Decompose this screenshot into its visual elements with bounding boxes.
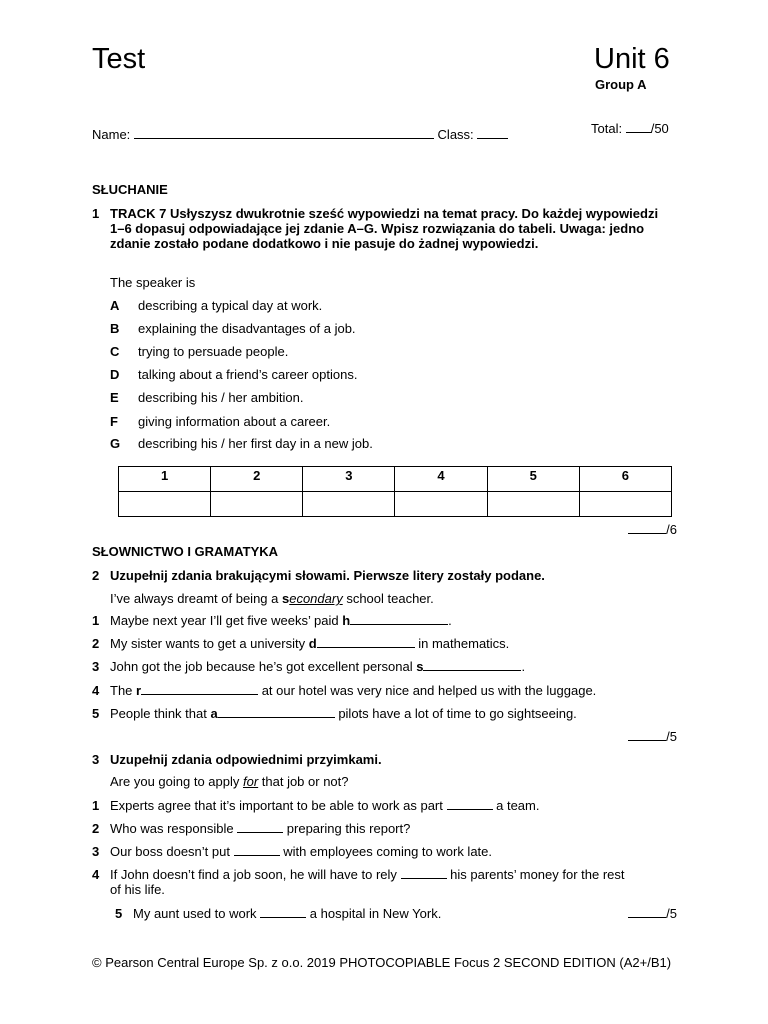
option-text: explaining the disadvantages of a job. <box>138 321 356 336</box>
answer-blank[interactable] <box>141 683 258 695</box>
answer-cell[interactable] <box>579 492 671 517</box>
option-letter: D <box>110 367 120 382</box>
score-field[interactable] <box>628 522 666 534</box>
first-letter: r <box>136 683 142 698</box>
class-label: Class: <box>437 127 474 142</box>
footer-copyright: © Pearson Central Europe Sp. z o.o. 2019 PHOTOCOPIABLE Focus 2 SECOND EDITION (A2+/B1) <box>92 955 672 970</box>
task-instruction: Uzupełnij zdania brakującymi słowami. Pierwsze litery zostały podane. <box>110 568 545 583</box>
group-label: Group A <box>595 77 647 92</box>
task-number: 1 <box>92 206 100 221</box>
answer-blank[interactable] <box>234 844 280 856</box>
item-sentence: People think that a pilots have a lot of time to go sightseeing. <box>110 706 577 721</box>
option-letter: B <box>110 321 120 336</box>
answer-blank[interactable] <box>423 659 521 671</box>
task-instruction: TRACK 7 Usłyszysz dwukrotnie sześć wypowiedzi na temat pracy. Do każdej wypowiedzi 1–6 dopasuj odpowiadające jej zdanie A–G. Wpisz rozwiązania do tabeli. Uwaga: jedno zdanie zostało podane dodatkowo i nie pasuje do żadnej wypowiedzi. <box>110 206 659 251</box>
first-letter: d <box>308 636 317 651</box>
item-number: 3 <box>92 659 100 674</box>
total-field[interactable] <box>626 121 651 133</box>
answer-blank[interactable] <box>237 821 283 833</box>
table-answer-row <box>119 492 672 517</box>
item-sentence: My aunt used to work a hospital in New York. <box>133 906 442 921</box>
score-max: /5 <box>666 906 677 921</box>
section-title-vocabulary: SŁOWNICTWO I GRAMATYKA <box>92 544 279 559</box>
table-header-cell: 1 <box>119 467 211 492</box>
example-sentence: Are you going to apply for that job or not? <box>110 774 349 789</box>
total-line <box>591 121 669 136</box>
name-label: Name: <box>92 127 131 142</box>
first-letter: s <box>416 659 424 674</box>
item-sentence: Who was responsible preparing this report? <box>110 821 411 836</box>
item-sentence-continuation: of his life. <box>110 882 165 897</box>
option-text: trying to persuade people. <box>138 344 289 359</box>
option-letter: G <box>110 436 121 451</box>
table-header-cell: 4 <box>395 467 487 492</box>
test-title: Test <box>92 43 146 75</box>
item-number: 4 <box>92 683 100 698</box>
unit-title: Unit 6 <box>594 43 670 75</box>
option-text: describing his / her ambition. <box>138 390 304 405</box>
score-field[interactable] <box>628 729 666 741</box>
table-header-cell: 5 <box>487 467 579 492</box>
example-answer: for <box>242 774 259 789</box>
answer-table <box>118 466 672 517</box>
item-sentence: My sister wants to get a university d in mathematics. <box>110 636 510 651</box>
item-number: 2 <box>92 636 100 651</box>
option-letter: C <box>110 344 120 359</box>
first-letter: s <box>281 591 290 606</box>
item-sentence: Experts agree that it’s important to be able to work as part a team. <box>110 798 540 813</box>
score-max: /5 <box>666 729 677 744</box>
item-number: 5 <box>115 906 123 921</box>
total-max: /50 <box>650 121 669 136</box>
task-number: 2 <box>92 568 100 583</box>
item-sentence: The r at our hotel was very nice and helped us with the luggage. <box>110 683 597 698</box>
table-header-cell: 3 <box>303 467 395 492</box>
task-number: 3 <box>92 752 100 767</box>
score-section1 <box>628 522 677 537</box>
option-text: describing his / her first day in a new job. <box>138 436 373 451</box>
option-letter: F <box>110 414 118 429</box>
answer-blank[interactable] <box>401 867 447 879</box>
name-line <box>92 127 508 142</box>
score-max: /6 <box>666 522 677 537</box>
answer-blank[interactable] <box>317 636 415 648</box>
example-sentence: I’ve always dreamt of being a secondary school teacher. <box>110 591 434 606</box>
answer-blank[interactable] <box>218 706 335 718</box>
answer-blank[interactable] <box>350 613 448 625</box>
item-number: 3 <box>92 844 100 859</box>
answer-cell[interactable] <box>119 492 211 517</box>
first-letter: a <box>210 706 218 721</box>
name-field[interactable] <box>134 127 434 139</box>
item-sentence: John got the job because he’s got excellent personal s . <box>110 659 526 674</box>
answer-blank[interactable] <box>260 906 306 918</box>
task-instruction: Uzupełnij zdania odpowiednimi przyimkami. <box>110 752 382 767</box>
option-text: describing a typical day at work. <box>138 298 323 313</box>
task-intro: The speaker is <box>110 275 196 290</box>
answer-blank[interactable] <box>447 798 493 810</box>
item-sentence: Maybe next year I’ll get five weeks’ paid h . <box>110 613 452 628</box>
item-number: 5 <box>92 706 100 721</box>
table-header-cell: 6 <box>579 467 671 492</box>
section-title-listening: SŁUCHANIE <box>92 182 168 197</box>
class-field[interactable] <box>477 127 508 139</box>
score-section3 <box>628 906 677 921</box>
table-header-row <box>119 467 672 492</box>
option-text: talking about a friend’s career options. <box>138 367 358 382</box>
option-text: giving information about a career. <box>138 414 331 429</box>
option-letter: E <box>110 390 119 405</box>
answer-cell[interactable] <box>395 492 487 517</box>
score-field[interactable] <box>628 906 666 918</box>
item-number: 4 <box>92 867 100 882</box>
first-letter: h <box>342 613 351 628</box>
table-header-cell: 2 <box>211 467 303 492</box>
total-label: Total: <box>591 121 623 136</box>
answer-cell[interactable] <box>487 492 579 517</box>
score-section2 <box>628 729 677 744</box>
item-sentence: Our boss doesn’t put with employees coming to work late. <box>110 844 493 859</box>
answer-cell[interactable] <box>303 492 395 517</box>
item-number: 1 <box>92 613 100 628</box>
item-sentence: If John doesn’t find a job soon, he will have to rely his parents’ money for the rest <box>110 867 625 882</box>
item-number: 1 <box>92 798 100 813</box>
item-number: 2 <box>92 821 100 836</box>
option-letter: A <box>110 298 120 313</box>
example-answer: econdary <box>289 591 343 606</box>
answer-cell[interactable] <box>211 492 303 517</box>
